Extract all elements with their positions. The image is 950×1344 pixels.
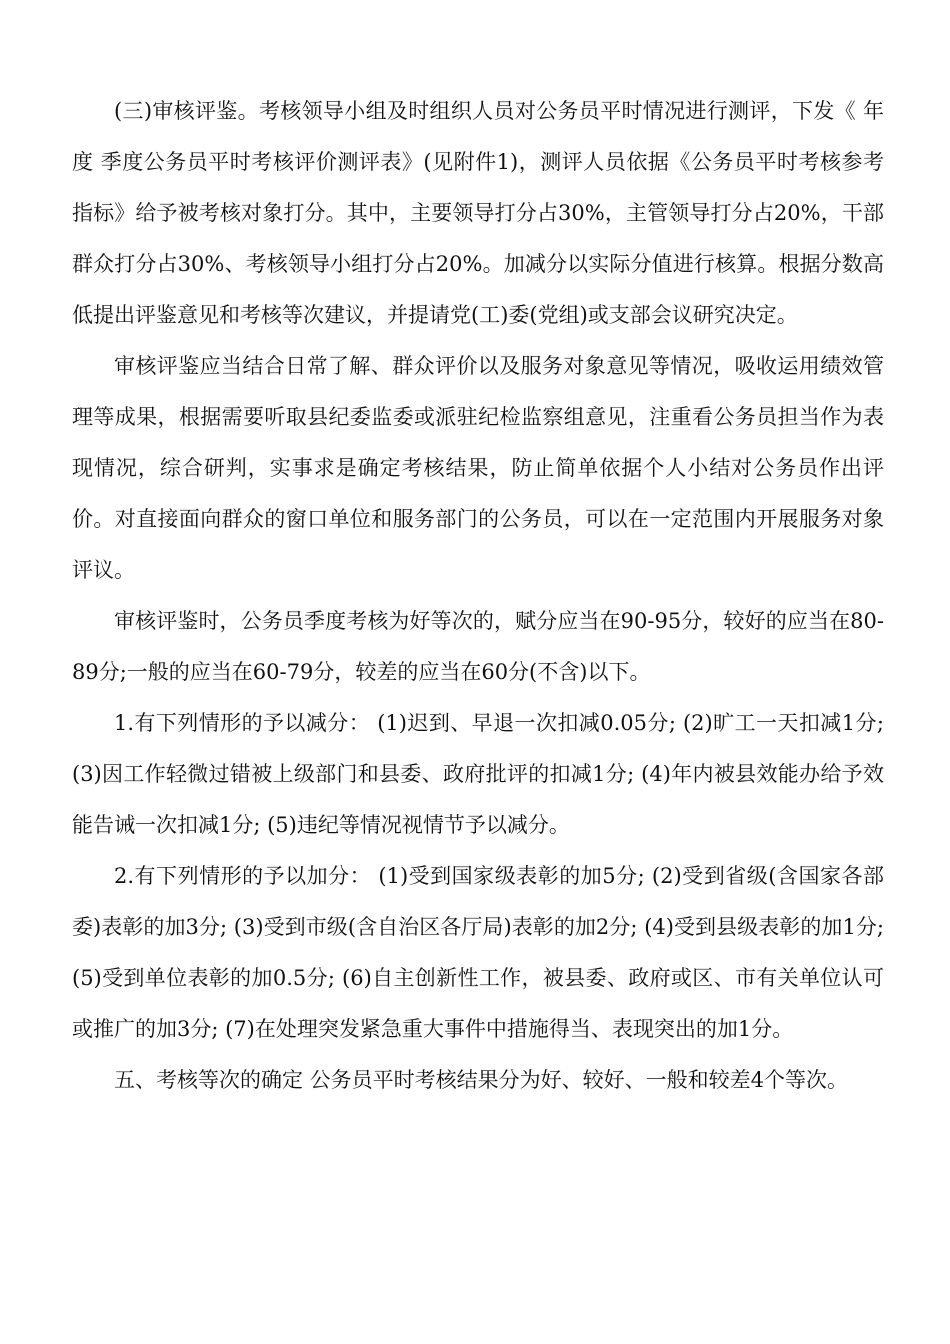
paragraph-bonus-points: 2.有下列情形的予以加分： (1)受到国家级表彰的加5分; (2)受到省级(含国家各部委)表彰的加3分; (3)受到市级(含自治区各厅局)表彰的加2分; (4)受到县级表彰的加1分; (5)受到单位表彰的加0.5分; (6)自主创新性工作，被县委、政府或区、市有关单位认可或推广的加3分; (7)在处理突发紧急重大事件中措施得当、表现突出的加1分。 [72,864,884,1041]
paragraph-review-basis: 审核评鉴应当结合日常了解、群众评价以及服务对象意见等情况，吸收运用绩效管理等成果，根据需要听取县纪委监委或派驻纪检监察组意见，注重看公务员担当作为表现情况，综合研判，实事求是确定考核结果，防止简单依据个人小结对公务员作出评价。对直接面向群众的窗口单位和服务部门的公务员，可以在一定范围内开展服务对象评议。 [72,354,884,582]
paragraph-grade-determination: 五、考核等次的确定 公务员平时考核结果分为好、较好、一般和较差4个等次。 [114,1068,849,1092]
paragraph-score-ranges: 审核评鉴时，公务员季度考核为好等次的，赋分应当在90-95分，较好的应当在80-89分;一般的应当在60-79分，较差的应当在60分(不含)以下。 [72,609,884,684]
paragraph-deductions: 1.有下列情形的予以减分： (1)迟到、早退一次扣减0.05分; (2)旷工一天扣减1分; (3)因工作轻微过错被上级部门和县委、政府批评的扣减1分; (4)年内被县效能办给予效能告诫一次扣减1分; (5)违纪等情况视情节予以减分。 [72,711,884,837]
paragraph-review-evaluation: (三)审核评鉴。考核领导小组及时组织人员对公务员平时情况进行测评，下发《 年度 季度公务员平时考核评价测评表》(见附件1)，测评人员依据《公务员平时考核参考指标》给予被考核对象打分。其中，主要领导打分占30%，主管领导打分占20%，干部群众打分占30%、考核领导小组打分占20%。加减分以实际分值进行核算。根据分数高低提出评鉴意见和考核等次建议，并提请党(工)委(党组)或支部会议研究决定。 [72,99,884,327]
document-body [72,86,884,1106]
